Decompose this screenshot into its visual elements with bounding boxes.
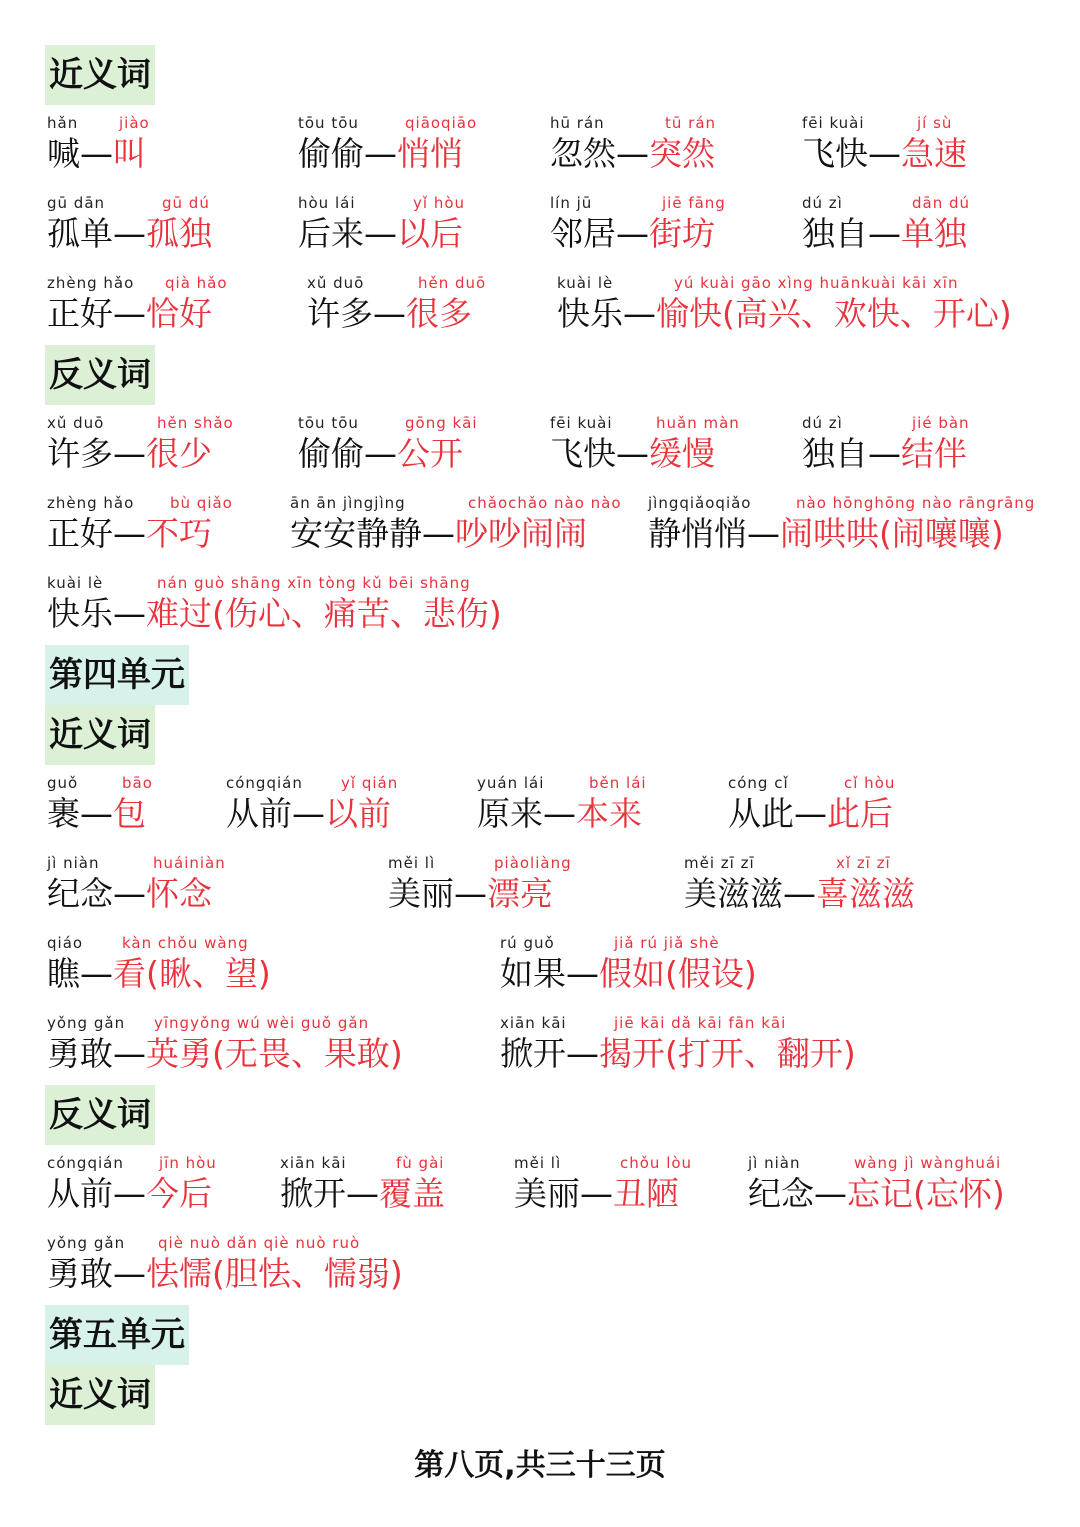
section-heading: 第五单元 xyxy=(45,1305,189,1365)
hanzi-line xyxy=(47,1173,212,1215)
pinyin-answer: huǎn màn xyxy=(656,414,740,432)
word: 瞧— xyxy=(47,954,113,993)
pinyin-base: měi lì xyxy=(514,1154,562,1172)
pinyin-base: ān ān jìngjìng xyxy=(290,494,406,512)
hanzi-line xyxy=(802,433,967,475)
hanzi-line xyxy=(298,213,463,255)
answer-word: 单独 xyxy=(901,214,967,253)
pinyin-answer: hěn shǎo xyxy=(157,414,234,432)
pinyin-answer: gū dú xyxy=(162,194,210,212)
pinyin-answer: jié bàn xyxy=(912,414,970,432)
pinyin-answer: jiē kāi dǎ kāi fān kāi xyxy=(614,1014,787,1032)
hanzi-line xyxy=(477,793,642,835)
section-heading: 近义词 xyxy=(45,705,155,765)
hanzi-line xyxy=(557,293,1012,335)
hanzi-line xyxy=(47,953,271,995)
pinyin-answer: yú kuài gāo xìng huānkuài kāi xīn xyxy=(674,274,959,292)
word: 安安静静— xyxy=(290,514,455,553)
pinyin-base: xiān kāi xyxy=(280,1154,347,1172)
pinyin-base: cóngqián xyxy=(226,774,303,792)
answer-word: 叫 xyxy=(113,134,146,173)
answer-word: 突然 xyxy=(649,134,715,173)
pinyin-answer: qià hǎo xyxy=(165,274,228,292)
pinyin-answer: gōng kāi xyxy=(405,414,478,432)
word: 独自— xyxy=(802,434,901,473)
pinyin-answer: qiè nuò dǎn qiè nuò ruò xyxy=(158,1234,361,1252)
pinyin-base: jì niàn xyxy=(47,854,100,872)
hanzi-line xyxy=(728,793,893,835)
pinyin-answer: bāo xyxy=(122,774,153,792)
section-heading: 近义词 xyxy=(45,1365,155,1425)
pinyin-answer: nán guò shāng xīn tòng kǔ bēi shāng xyxy=(157,574,471,592)
answer-word: 不巧 xyxy=(146,514,212,553)
word: 纪念— xyxy=(748,1174,847,1213)
answer-word: 孤独 xyxy=(146,214,212,253)
pinyin-base: xiān kāi xyxy=(500,1014,567,1032)
hanzi-line xyxy=(47,513,212,555)
answer-word: 以后 xyxy=(397,214,463,253)
hanzi-line xyxy=(47,133,146,175)
hanzi-line xyxy=(226,793,391,835)
pinyin-answer: jí sù xyxy=(917,114,953,132)
pinyin-answer: chǒu lòu xyxy=(620,1154,693,1172)
answer-word: 悄悄 xyxy=(397,134,463,173)
word: 从此— xyxy=(728,794,827,833)
word: 喊— xyxy=(47,134,113,173)
word-pair-row xyxy=(0,273,1080,353)
word-pair-row xyxy=(0,1013,1080,1093)
pinyin-answer: tū rán xyxy=(665,114,717,132)
word: 原来— xyxy=(477,794,576,833)
pinyin-answer: wàng jì wànghuái xyxy=(854,1154,1002,1172)
pinyin-answer: fù gài xyxy=(396,1154,445,1172)
section-heading: 反义词 xyxy=(45,345,155,405)
word: 许多— xyxy=(307,294,406,333)
word: 快乐— xyxy=(557,294,656,333)
hanzi-line xyxy=(307,293,472,335)
pinyin-base: zhèng hǎo xyxy=(47,274,135,292)
answer-word: 吵吵闹闹 xyxy=(455,514,587,553)
word: 忽然— xyxy=(550,134,649,173)
hanzi-line xyxy=(298,133,463,175)
word-pair-row xyxy=(0,773,1080,853)
answer-word: 很少 xyxy=(146,434,212,473)
hanzi-line xyxy=(550,213,715,255)
word: 静悄悄— xyxy=(648,514,780,553)
section-heading: 反义词 xyxy=(45,1085,155,1145)
pinyin-base: hǎn xyxy=(47,114,79,132)
word: 正好— xyxy=(47,294,146,333)
hanzi-line xyxy=(648,513,1004,555)
word: 独自— xyxy=(802,214,901,253)
hanzi-line xyxy=(748,1173,1005,1215)
answer-word: 缓慢 xyxy=(649,434,715,473)
word-pair-row xyxy=(0,413,1080,493)
word: 美丽— xyxy=(388,874,487,913)
answer-word: 忘记(忘怀) xyxy=(847,1174,1005,1213)
word: 从前— xyxy=(47,1174,146,1213)
word: 纪念— xyxy=(47,874,146,913)
answer-word: 怀念 xyxy=(146,874,212,913)
pinyin-answer: yǐ hòu xyxy=(413,194,466,212)
answer-word: 丑陋 xyxy=(613,1174,679,1213)
hanzi-line xyxy=(500,953,757,995)
hanzi-line xyxy=(802,133,967,175)
pinyin-base: zhèng hǎo xyxy=(47,494,135,512)
answer-word: 恰好 xyxy=(146,294,212,333)
pinyin-base: tōu tōu xyxy=(298,414,359,432)
hanzi-line xyxy=(47,1253,403,1295)
word: 孤单— xyxy=(47,214,146,253)
answer-word: 此后 xyxy=(827,794,893,833)
pinyin-answer: huáiniàn xyxy=(153,854,226,872)
pinyin-answer: bù qiǎo xyxy=(170,494,233,512)
word-pair-row xyxy=(0,853,1080,933)
answer-word: 闹哄哄(闹嚷嚷) xyxy=(780,514,1004,553)
pinyin-base: dú zì xyxy=(802,414,843,432)
pinyin-answer: jīn hòu xyxy=(159,1154,217,1172)
answer-word: 街坊 xyxy=(649,214,715,253)
answer-word: 看(瞅、望) xyxy=(113,954,271,993)
pinyin-base: lín jū xyxy=(550,194,593,212)
answer-word: 今后 xyxy=(146,1174,212,1213)
pinyin-answer: dān dú xyxy=(912,194,971,212)
pinyin-base: xǔ duō xyxy=(47,414,105,432)
answer-word: 怯懦(胆怯、懦弱) xyxy=(146,1254,403,1293)
pinyin-base: kuài lè xyxy=(557,274,614,292)
word-pair-row xyxy=(0,193,1080,273)
pinyin-answer: chǎochǎo nào nào xyxy=(468,494,622,512)
pinyin-base: cóngqián xyxy=(47,1154,124,1172)
pinyin-base: hòu lái xyxy=(298,194,356,212)
word: 偷偷— xyxy=(298,134,397,173)
hanzi-line xyxy=(388,873,553,915)
section-heading: 第四单元 xyxy=(45,645,189,705)
hanzi-line xyxy=(550,433,715,475)
pinyin-base: měi zī zī xyxy=(684,854,755,872)
answer-word: 难过(伤心、痛苦、悲伤) xyxy=(146,594,502,633)
hanzi-line xyxy=(514,1173,679,1215)
hanzi-line xyxy=(802,213,967,255)
pinyin-answer: hěn duō xyxy=(418,274,487,292)
word: 快乐— xyxy=(47,594,146,633)
pinyin-base: hū rán xyxy=(550,114,605,132)
pinyin-base: rú guǒ xyxy=(500,934,555,952)
pinyin-base: dú zì xyxy=(802,194,843,212)
word: 掀开— xyxy=(280,1174,379,1213)
answer-word: 愉快(高兴、欢快、开心) xyxy=(656,294,1012,333)
hanzi-line xyxy=(280,1173,445,1215)
pinyin-base: yǒng gǎn xyxy=(47,1014,126,1032)
answer-word: 英勇(无畏、果敢) xyxy=(146,1034,403,1073)
word: 从前— xyxy=(226,794,325,833)
answer-word: 喜滋滋 xyxy=(816,874,915,913)
pinyin-answer: qiāoqiāo xyxy=(405,114,478,132)
page-footer: 第八页,共三十三页 xyxy=(414,1448,666,1483)
answer-word: 漂亮 xyxy=(487,874,553,913)
pinyin-base: xǔ duō xyxy=(307,274,365,292)
answer-word: 包 xyxy=(113,794,146,833)
pinyin-base: cóng cǐ xyxy=(728,774,789,792)
word-pair-row xyxy=(0,1233,1080,1313)
answer-word: 以前 xyxy=(325,794,391,833)
hanzi-line xyxy=(47,793,146,835)
word-pair-row xyxy=(0,493,1080,573)
pinyin-answer: yǐ qián xyxy=(341,774,399,792)
answer-word: 本来 xyxy=(576,794,642,833)
word: 美丽— xyxy=(514,1174,613,1213)
answer-word: 公开 xyxy=(397,434,463,473)
word-pair-row xyxy=(0,1153,1080,1233)
word: 飞快— xyxy=(802,134,901,173)
hanzi-line xyxy=(47,1033,403,1075)
pinyin-answer: jiē fāng xyxy=(662,194,726,212)
word: 如果— xyxy=(500,954,599,993)
pinyin-answer: xǐ zī zī xyxy=(836,854,891,872)
pinyin-base: tōu tōu xyxy=(298,114,359,132)
word: 裹— xyxy=(47,794,113,833)
hanzi-line xyxy=(47,213,212,255)
word-pair-row xyxy=(0,933,1080,1013)
pinyin-base: fēi kuài xyxy=(550,414,613,432)
pinyin-base: yuán lái xyxy=(477,774,545,792)
word: 勇敢— xyxy=(47,1254,146,1293)
word: 偷偷— xyxy=(298,434,397,473)
pinyin-base: yǒng gǎn xyxy=(47,1234,126,1252)
pinyin-answer: cǐ hòu xyxy=(844,774,896,792)
answer-word: 假如(假设) xyxy=(599,954,757,993)
answer-word: 很多 xyxy=(406,294,472,333)
hanzi-line xyxy=(550,133,715,175)
pinyin-base: fēi kuài xyxy=(802,114,865,132)
answer-word: 揭开(打开、翻开) xyxy=(599,1034,856,1073)
word-pair-row xyxy=(0,573,1080,653)
pinyin-base: guǒ xyxy=(47,774,79,792)
hanzi-line xyxy=(500,1033,856,1075)
word: 美滋滋— xyxy=(684,874,816,913)
answer-word: 结伴 xyxy=(901,434,967,473)
hanzi-line xyxy=(47,433,212,475)
pinyin-answer: jiào xyxy=(119,114,150,132)
word-pair-row xyxy=(0,113,1080,193)
hanzi-line xyxy=(47,873,212,915)
pinyin-base: kuài lè xyxy=(47,574,104,592)
hanzi-line xyxy=(290,513,587,555)
pinyin-answer: nào hōnghōng nào rāngrāng xyxy=(796,494,1036,512)
pinyin-base: gū dān xyxy=(47,194,106,212)
word: 勇敢— xyxy=(47,1034,146,1073)
pinyin-base: měi lì xyxy=(388,854,436,872)
hanzi-line xyxy=(298,433,463,475)
pinyin-answer: běn lái xyxy=(589,774,647,792)
pinyin-answer: kàn chǒu wàng xyxy=(122,934,249,952)
hanzi-line xyxy=(47,293,212,335)
section-heading: 近义词 xyxy=(45,45,155,105)
word: 许多— xyxy=(47,434,146,473)
word: 飞快— xyxy=(550,434,649,473)
pinyin-base: jì niàn xyxy=(748,1154,801,1172)
pinyin-answer: yīngyǒng wú wèi guǒ gǎn xyxy=(154,1014,370,1032)
pinyin-answer: jiǎ rú jiǎ shè xyxy=(614,934,720,952)
word: 后来— xyxy=(298,214,397,253)
hanzi-line xyxy=(684,873,915,915)
word: 掀开— xyxy=(500,1034,599,1073)
hanzi-line xyxy=(47,593,502,635)
pinyin-base: jìngqiǎoqiǎo xyxy=(648,494,752,512)
word: 邻居— xyxy=(550,214,649,253)
pinyin-base: qiáo xyxy=(47,934,84,952)
word: 正好— xyxy=(47,514,146,553)
pinyin-answer: piàoliàng xyxy=(494,854,572,872)
answer-word: 急速 xyxy=(901,134,967,173)
answer-word: 覆盖 xyxy=(379,1174,445,1213)
